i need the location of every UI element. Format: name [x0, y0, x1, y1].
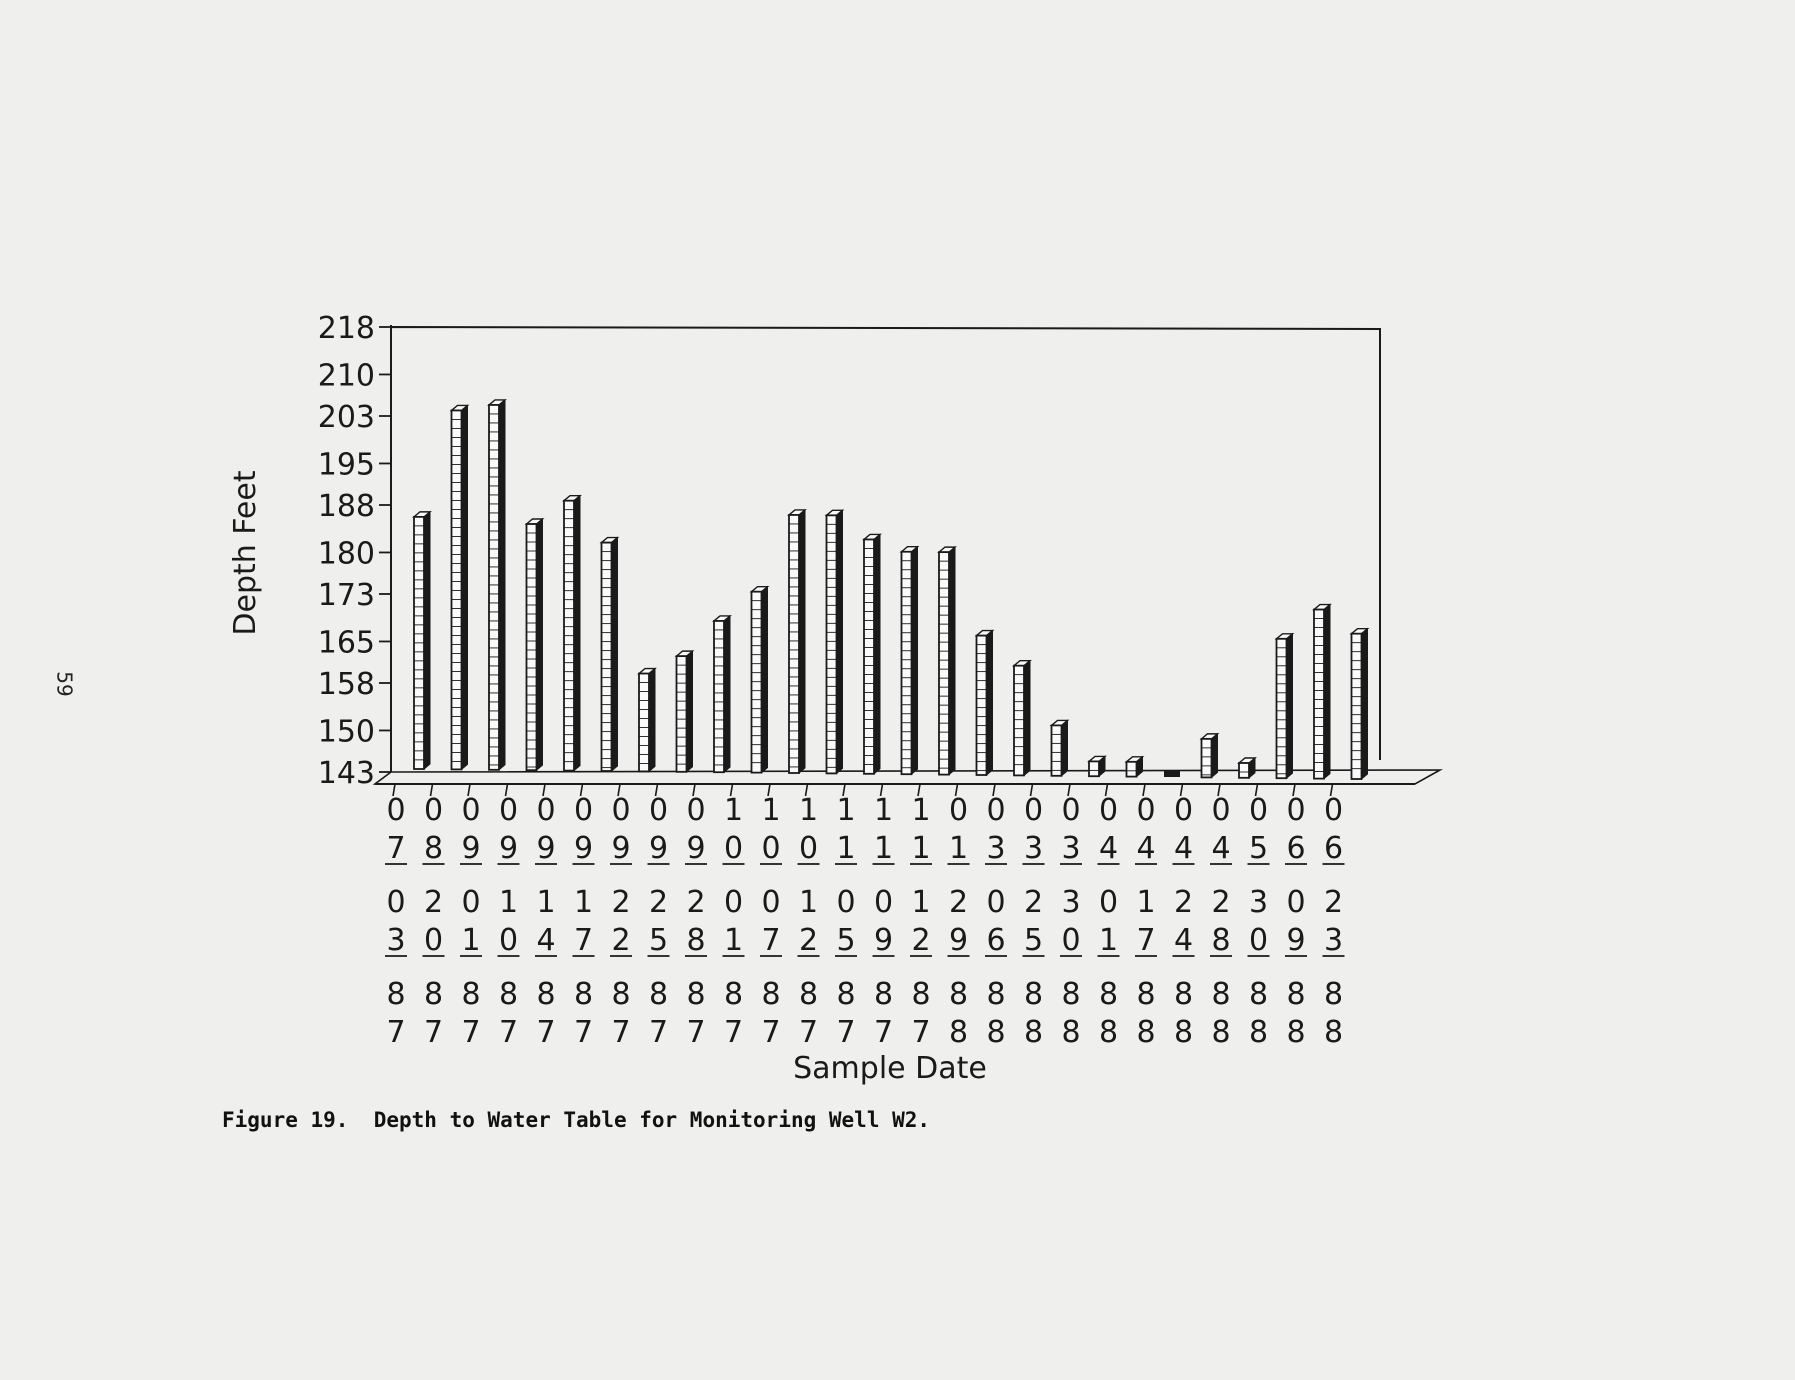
bar [977, 631, 993, 775]
x-tick-char: 2 [1173, 885, 1194, 920]
x-tick-char: 3 [1248, 885, 1269, 920]
bar-face [602, 543, 612, 771]
x-tick-char: 4 [1136, 831, 1156, 866]
x-tick-char: 1 [911, 831, 931, 866]
x-axis-title: Sample Date [793, 1051, 987, 1086]
x-tick-char: 9 [461, 831, 481, 866]
bar-side [612, 538, 618, 771]
y-tick-label: 173 [317, 578, 375, 613]
x-tick-char: 8 [1323, 1015, 1344, 1050]
bar [789, 510, 805, 773]
bar-face [977, 636, 987, 775]
x-tick-label [1098, 793, 1120, 1050]
x-tick-char: 1 [836, 793, 856, 828]
bar-face [489, 405, 499, 770]
x-tick-char: 2 [798, 923, 819, 958]
x-tick-char: 8 [986, 977, 1006, 1012]
x-tick-char: 8 [498, 977, 519, 1012]
x-tick-char: 0 [1248, 923, 1269, 958]
bar-face [1127, 762, 1137, 777]
y-tick-label: 188 [317, 489, 375, 524]
bar-side [1362, 629, 1368, 779]
x-tick-char: 4 [1211, 831, 1231, 866]
x-tick-char: 8 [423, 977, 444, 1012]
x-tick-char: 9 [648, 831, 669, 866]
x-tick-char: 8 [1098, 1015, 1119, 1050]
page-number: 59 [52, 671, 77, 697]
bar-face [1239, 763, 1249, 778]
bar-side [1062, 720, 1068, 775]
x-tick-char: 1 [723, 923, 744, 958]
y-tick-label: 218 [317, 311, 375, 346]
bar-face [639, 674, 649, 772]
x-tick-char: 7 [761, 923, 781, 958]
x-tick-char: 7 [723, 1015, 744, 1050]
bar-face [1202, 739, 1212, 778]
y-tick-label: 210 [317, 358, 375, 394]
bar-side [574, 496, 580, 771]
x-tick-char: 8 [1211, 977, 1231, 1012]
x-tick-char: 7 [386, 831, 406, 866]
x-tick-char: 8 [911, 977, 931, 1012]
bar [602, 538, 618, 771]
bar-side [949, 547, 955, 774]
bar [489, 400, 505, 770]
x-tick-char: 7 [423, 1015, 444, 1050]
x-tick-label [1060, 793, 1082, 1050]
bar-side [1324, 605, 1330, 779]
bar-face [789, 515, 799, 773]
bar [1314, 605, 1330, 779]
x-tick-label [760, 793, 782, 1050]
bar [1127, 757, 1143, 777]
x-tick-char: 5 [1023, 923, 1044, 958]
x-tick-char: 8 [1173, 977, 1194, 1012]
x-tick-char: 1 [873, 793, 894, 828]
x-tick-char: 5 [836, 923, 856, 958]
x-tick-char: 6 [986, 923, 1006, 958]
x-tick-char: 7 [461, 1015, 481, 1050]
x-tick-char: 0 [423, 793, 444, 828]
x-tick-label [948, 793, 970, 1050]
x-tick-char: 0 [686, 793, 706, 828]
x-tick-char: 8 [761, 977, 781, 1012]
y-tick-label: 150 [317, 714, 375, 750]
x-tick-char: 8 [1286, 977, 1306, 1012]
x-tick-char: 8 [648, 977, 669, 1012]
x-tick-char: 8 [948, 1015, 969, 1050]
caption-label: Figure 19. [222, 1108, 349, 1132]
x-tick-char: 8 [1098, 977, 1119, 1012]
x-tick-char: 8 [1023, 1015, 1044, 1050]
x-tick-char: 9 [498, 831, 519, 866]
x-tick-char: 8 [1211, 923, 1231, 958]
bar-side [987, 631, 993, 775]
x-tick-label [648, 793, 670, 1050]
y-axis-title: Depth Feet [228, 470, 263, 636]
x-tick-label [610, 793, 632, 1050]
x-tick-char: 0 [386, 885, 406, 920]
bar-side [687, 651, 693, 772]
x-tick-char: 8 [986, 1015, 1006, 1050]
x-tick-char: 0 [1323, 793, 1344, 828]
x-tick-char: 7 [911, 1015, 931, 1050]
x-tick-char: 7 [611, 1015, 631, 1050]
x-tick-char: 8 [1136, 977, 1156, 1012]
x-tick-char: 4 [536, 923, 556, 958]
x-tick-char: 9 [611, 831, 631, 866]
x-tick-char: 8 [686, 977, 706, 1012]
x-tick-char: 2 [948, 885, 969, 920]
bar [1352, 629, 1368, 779]
bar-side [1024, 661, 1030, 776]
bar-side [1212, 734, 1218, 778]
x-tick-char: 8 [836, 977, 856, 1012]
bar [1277, 634, 1293, 778]
x-tick-char: 8 [1023, 977, 1044, 1012]
bar [564, 496, 580, 771]
x-tick-label [1248, 793, 1270, 1050]
bar-face [1164, 771, 1180, 777]
x-tick-char: 7 [873, 1015, 894, 1050]
x-tick-char: 0 [948, 793, 969, 828]
x-tick-char: 9 [948, 923, 969, 958]
x-tick-char: 0 [986, 793, 1006, 828]
bar-face [677, 656, 687, 772]
bar-face [1014, 666, 1024, 776]
x-tick-label [535, 793, 557, 1050]
x-tick-char: 4 [1173, 923, 1194, 958]
x-tick-char: 1 [873, 831, 894, 866]
x-tick-char: 8 [798, 977, 819, 1012]
x-tick-char: 0 [498, 793, 519, 828]
x-tick-char: 2 [611, 923, 631, 958]
x-tick-char: 1 [498, 885, 519, 920]
x-tick-char: 8 [1173, 1015, 1194, 1050]
y-tick-label: 195 [317, 447, 375, 483]
x-tick-char: 0 [873, 885, 894, 920]
x-tick-char: 7 [648, 1015, 669, 1050]
x-tick-char: 0 [498, 923, 519, 958]
bar [1202, 734, 1218, 778]
x-tick-char: 2 [1023, 885, 1044, 920]
x-tick-char: 7 [686, 1015, 706, 1050]
bar [902, 547, 918, 774]
x-tick-char: 7 [536, 1015, 556, 1050]
x-tick-char: 1 [911, 885, 931, 920]
x-tick-char: 0 [761, 831, 781, 866]
x-tick-char: 0 [648, 793, 669, 828]
caption-text: Depth to Water Table for Monitoring Well W2. [373, 1108, 931, 1132]
x-tick-char: 0 [461, 885, 481, 920]
x-tick-label [873, 793, 895, 1050]
x-tick-char: 9 [573, 831, 594, 866]
x-tick-label [1210, 793, 1232, 1050]
x-tick-char: 0 [798, 831, 819, 866]
x-tick-char: 0 [573, 793, 594, 828]
x-tick-label [498, 793, 520, 1050]
x-tick-label [1173, 793, 1195, 1050]
bar [1052, 720, 1068, 775]
bar [677, 651, 693, 772]
x-tick-label [835, 793, 857, 1050]
x-tick-char: 7 [386, 1015, 406, 1050]
x-tick-char: 1 [836, 831, 856, 866]
x-tick-char: 0 [836, 885, 856, 920]
x-tick-char: 0 [1098, 885, 1119, 920]
bar [939, 547, 955, 774]
bar-side [537, 519, 543, 770]
x-tick-label [1023, 793, 1045, 1050]
x-tick-char: 5 [1248, 831, 1269, 866]
x-tick-char: 8 [1323, 977, 1344, 1012]
x-tick-char: 0 [1061, 793, 1081, 828]
x-tick-char: 7 [798, 1015, 819, 1050]
x-tick-char: 8 [1061, 1015, 1081, 1050]
x-tick-char: 8 [423, 831, 444, 866]
x-tick-char: 3 [1323, 923, 1344, 958]
x-tick-char: 3 [1061, 831, 1081, 866]
x-tick-char: 8 [1248, 1015, 1269, 1050]
bar-side [724, 616, 730, 772]
x-tick-char: 7 [836, 1015, 856, 1050]
bar [414, 512, 430, 769]
x-tick-char: 8 [461, 977, 481, 1012]
bar [752, 587, 768, 773]
y-tick-label: 158 [317, 667, 375, 702]
x-tick-label [685, 793, 707, 1050]
x-tick-char: 0 [386, 793, 406, 828]
x-tick-label [423, 793, 445, 1050]
x-tick-char: 2 [1211, 885, 1231, 920]
bar-side [912, 547, 918, 774]
x-tick-label [985, 793, 1007, 1050]
y-tick-label: 203 [317, 400, 375, 435]
bar-side [874, 534, 880, 773]
bar [1164, 771, 1180, 777]
y-tick-label: 165 [317, 625, 375, 661]
x-tick-char: 8 [873, 977, 894, 1012]
x-tick-char: 8 [386, 977, 406, 1012]
x-tick-char: 1 [723, 793, 744, 828]
bar [827, 510, 843, 773]
x-tick-char: 0 [986, 885, 1006, 920]
x-tick-label [385, 793, 407, 1050]
y-tick-label: 180 [317, 536, 375, 572]
bar [1239, 758, 1255, 778]
x-tick-char: 3 [1023, 831, 1044, 866]
x-tick-label [573, 793, 595, 1050]
x-tick-char: 3 [1061, 885, 1081, 920]
x-tick-char: 8 [686, 923, 706, 958]
bar-side [1287, 634, 1293, 778]
x-tick-char: 0 [723, 831, 744, 866]
x-tick-char: 1 [798, 793, 819, 828]
x-tick-char: 4 [1173, 831, 1194, 866]
x-tick-label [1285, 793, 1307, 1050]
x-tick-char: 0 [1286, 793, 1306, 828]
x-tick-char: 1 [1136, 885, 1156, 920]
x-tick-char: 1 [573, 885, 594, 920]
x-tick-char: 3 [386, 923, 406, 958]
y-tick-label: 143 [317, 756, 375, 791]
x-tick-char: 4 [1098, 831, 1119, 866]
bar [452, 405, 468, 769]
bar-side [837, 510, 843, 773]
x-tick-char: 1 [461, 923, 481, 958]
x-tick-label [798, 793, 820, 1050]
x-tick-char: 2 [1323, 885, 1344, 920]
x-tick-char: 0 [723, 885, 744, 920]
x-tick-char: 0 [423, 923, 444, 958]
bar [1014, 661, 1030, 776]
bar [864, 534, 880, 773]
x-tick-char: 0 [611, 793, 631, 828]
x-tick-char: 0 [461, 793, 481, 828]
x-tick-char: 0 [1061, 923, 1081, 958]
x-tick-char: 0 [536, 793, 556, 828]
x-tick-char: 8 [1248, 977, 1269, 1012]
bar [639, 669, 655, 772]
x-tick-char: 7 [573, 1015, 594, 1050]
bar [527, 519, 543, 770]
x-tick-char: 7 [573, 923, 594, 958]
x-tick-char: 0 [1211, 793, 1231, 828]
bar-side [649, 669, 655, 772]
x-tick-char: 6 [1286, 831, 1306, 866]
x-tick-char: 8 [723, 977, 744, 1012]
x-tick-char: 2 [648, 885, 669, 920]
x-tick-char: 0 [1248, 793, 1269, 828]
x-tick-char: 1 [536, 885, 556, 920]
x-tick-char: 6 [1323, 831, 1344, 866]
figure-caption [222, 1108, 930, 1132]
x-tick-char: 2 [911, 923, 931, 958]
x-tick-char: 7 [761, 1015, 781, 1050]
bar [714, 616, 730, 772]
x-tick-char: 0 [1098, 793, 1119, 828]
x-tick-char: 3 [986, 831, 1006, 866]
x-tick-char: 8 [1286, 1015, 1306, 1050]
x-tick-label [910, 793, 932, 1050]
x-tick-char: 8 [536, 977, 556, 1012]
x-tick-char: 7 [498, 1015, 519, 1050]
x-tick-char: 8 [948, 977, 969, 1012]
bar-face [714, 621, 724, 772]
x-tick-char: 0 [761, 885, 781, 920]
x-tick-char: 0 [1173, 793, 1194, 828]
x-tick-char: 9 [536, 831, 556, 866]
bar-face [527, 524, 537, 770]
x-tick-char: 8 [611, 977, 631, 1012]
bar-side [799, 510, 805, 773]
x-tick-char: 8 [573, 977, 594, 1012]
bar-face [1277, 639, 1287, 778]
x-tick-char: 0 [1136, 793, 1156, 828]
x-tick-char: 0 [1286, 885, 1306, 920]
x-tick-char: 2 [686, 885, 706, 920]
bar [1089, 756, 1105, 776]
x-tick-char: 1 [911, 793, 931, 828]
x-tick-char: 8 [1061, 977, 1081, 1012]
x-tick-label [1135, 793, 1157, 1050]
bar-face [1052, 725, 1062, 775]
x-tick-char: 2 [611, 885, 631, 920]
x-tick-char: 5 [648, 923, 669, 958]
x-tick-char: 2 [423, 885, 444, 920]
x-tick-label [1323, 793, 1345, 1050]
x-tick-char: 1 [1098, 923, 1119, 958]
x-tick-label [460, 793, 482, 1050]
x-tick-char: 8 [1136, 1015, 1156, 1050]
x-tick-label [723, 793, 745, 1050]
bar-side [762, 587, 768, 773]
x-tick-char: 9 [686, 831, 706, 866]
bar-face [1352, 634, 1362, 779]
x-tick-char: 1 [761, 793, 781, 828]
x-tick-char: 7 [1136, 923, 1156, 958]
x-tick-char: 8 [1211, 1015, 1231, 1050]
bar-face [1089, 761, 1099, 776]
bar-face [827, 515, 837, 773]
x-tick-char: 1 [948, 831, 969, 866]
x-tick-char: 1 [798, 885, 819, 920]
x-tick-char: 9 [873, 923, 894, 958]
x-tick-char: 9 [1286, 923, 1306, 958]
x-tick-char: 0 [1023, 793, 1044, 828]
